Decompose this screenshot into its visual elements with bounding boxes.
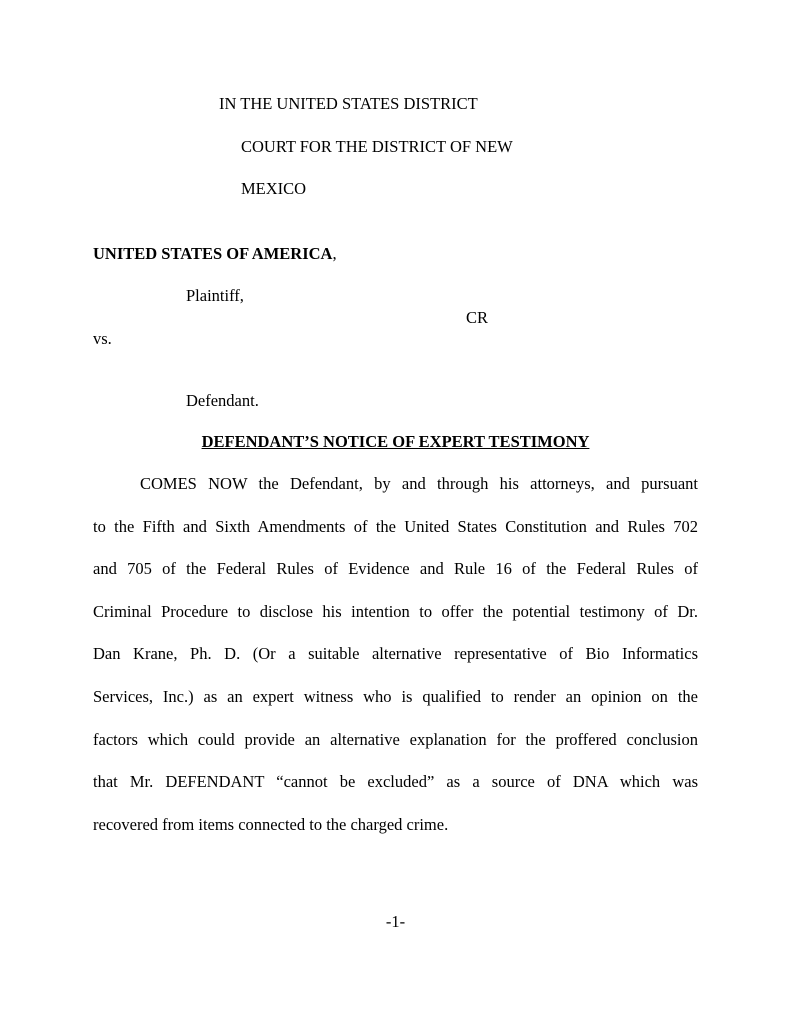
court-heading-line-1: IN THE UNITED STATES DISTRICT	[219, 94, 478, 113]
body-line: COMES NOW the Defendant, by and through his attorneys, and pursuant	[140, 474, 698, 493]
body-line: to the Fifth and Sixth Amendments of the United States Constitution and Rules 702	[93, 516, 698, 536]
body-line: recovered from items connected to the charged crime.	[93, 814, 449, 834]
document-title: DEFENDANT’S NOTICE OF EXPERT TESTIMONY	[201, 432, 590, 451]
court-heading-line-3: MEXICO	[241, 179, 307, 198]
plaintiff-name-comma: ,	[332, 244, 337, 263]
body-line: that Mr. DEFENDANT “cannot be excluded” as a source of DNA which was	[93, 772, 698, 792]
plaintiff-name-line	[93, 244, 337, 264]
body-line: Criminal Procedure to disclose his intention to offer the potential testimony of Dr.	[93, 601, 698, 621]
page-number: -1-	[385, 912, 406, 931]
versus-label: vs.	[93, 329, 112, 348]
plaintiff-label: Plaintiff,	[186, 286, 244, 305]
body-line: factors which could provide an alternative explanation for the proffered conclusion	[93, 729, 698, 749]
case-number-prefix: CR	[466, 308, 489, 327]
defendant-label: Defendant.	[186, 391, 259, 410]
plaintiff-name: UNITED STATES OF AMERICA	[93, 244, 333, 263]
body-line: and 705 of the Federal Rules of Evidence and Rule 16 of the Federal Rules of	[93, 559, 698, 579]
court-heading-line-2: COURT FOR THE DISTRICT OF NEW	[241, 137, 513, 156]
body-paragraph	[93, 473, 698, 856]
body-line: Services, Inc.) as an expert witness who is qualified to render an opinion on the	[93, 686, 698, 706]
body-line: Dan Krane, Ph. D. (Or a suitable alternative representative of Bio Informatics	[93, 644, 698, 664]
